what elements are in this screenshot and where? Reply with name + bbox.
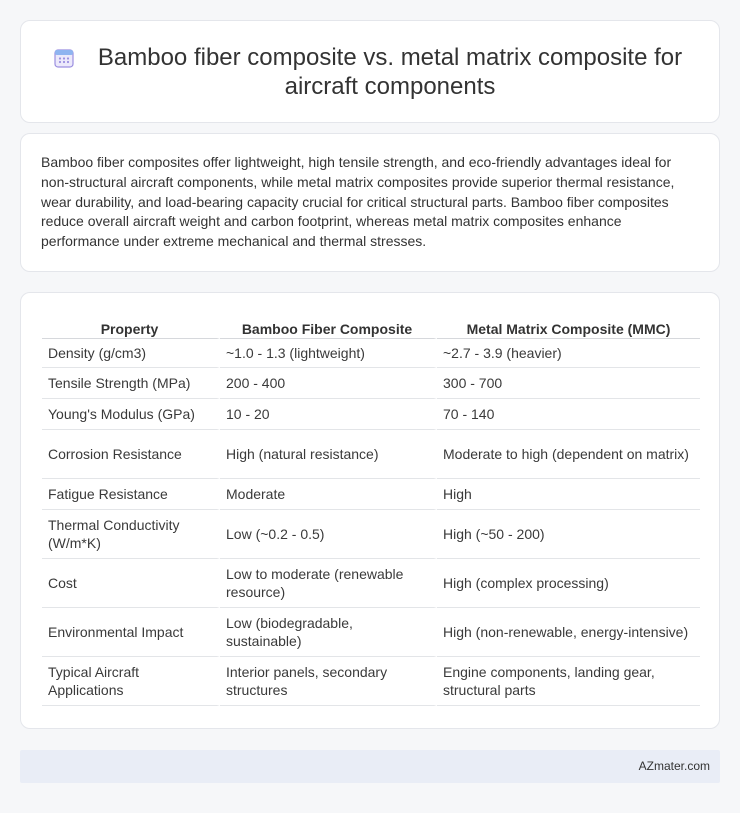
table-row <box>42 430 700 479</box>
cell-bamboo: High (natural resistance) <box>220 430 437 479</box>
cell-mmc: High (~50 - 200) <box>437 510 700 559</box>
table-row <box>42 510 700 559</box>
cell-bamboo: Low (~0.2 - 0.5) <box>220 510 437 559</box>
cell-mmc: High <box>437 479 700 510</box>
cell-mmc: High (complex processing) <box>437 559 700 608</box>
cell-mmc: High (non-renewable, energy-intensive) <box>437 608 700 657</box>
cell-bamboo: Low to moderate (renewable resource) <box>220 559 437 608</box>
cell-bamboo: Moderate <box>220 479 437 510</box>
cell-property: Tensile Strength (MPa) <box>42 368 220 399</box>
table-row <box>42 657 700 706</box>
header-bamboo: Bamboo Fiber Composite <box>220 313 437 339</box>
table-row <box>42 339 700 368</box>
cell-property: Environmental Impact <box>42 608 220 657</box>
cell-mmc: Engine components, landing gear, structural parts <box>437 657 700 706</box>
comparison-table <box>42 313 700 706</box>
cell-property: Thermal Conductivity (W/m*K) <box>42 510 220 559</box>
table-row <box>42 399 700 430</box>
cell-property: Typical Aircraft Applications <box>42 657 220 706</box>
cell-property: Young's Modulus (GPa) <box>42 399 220 430</box>
cell-property: Cost <box>42 559 220 608</box>
cell-bamboo: Low (biodegradable, sustainable) <box>220 608 437 657</box>
header-mmc: Metal Matrix Composite (MMC) <box>437 313 700 339</box>
table-header-row <box>42 313 700 339</box>
table-row <box>42 479 700 510</box>
cell-bamboo: 10 - 20 <box>220 399 437 430</box>
cell-mmc: 70 - 140 <box>437 399 700 430</box>
page-title: Bamboo fiber composite vs. metal matrix composite for aircraft components <box>97 43 683 100</box>
cell-bamboo: ~1.0 - 1.3 (lightweight) <box>220 339 437 368</box>
table-row <box>42 368 700 399</box>
footer-site-link[interactable]: AZmater.com <box>638 759 710 773</box>
comparison-table-card <box>20 292 720 729</box>
title-card <box>20 20 720 123</box>
table-row <box>42 559 700 608</box>
cell-property: Corrosion Resistance <box>42 430 220 479</box>
summary-card <box>20 133 720 272</box>
calendar-grid-icon <box>53 47 75 69</box>
footer <box>20 750 720 783</box>
cell-bamboo: Interior panels, secondary structures <box>220 657 437 706</box>
header-property: Property <box>42 313 220 339</box>
cell-mmc: 300 - 700 <box>437 368 700 399</box>
cell-property: Fatigue Resistance <box>42 479 220 510</box>
summary-text: Bamboo fiber composites offer lightweight, high tensile strength, and eco-friendly advantages ideal for non-structural aircraft components, while metal matrix composites provide superior thermal resistance, wear durability, and load-bearing capacity crucial for critical structural parts. Bamboo fiber composites reduce overall aircraft weight and carbon footprint, whereas metal matrix composites enhance performance under extreme mechanical and thermal stresses. <box>41 154 675 250</box>
cell-property: Density (g/cm3) <box>42 339 220 368</box>
cell-bamboo: 200 - 400 <box>220 368 437 399</box>
cell-mmc: ~2.7 - 3.9 (heavier) <box>437 339 700 368</box>
table-row <box>42 608 700 657</box>
cell-mmc: Moderate to high (dependent on matrix) <box>437 430 700 479</box>
